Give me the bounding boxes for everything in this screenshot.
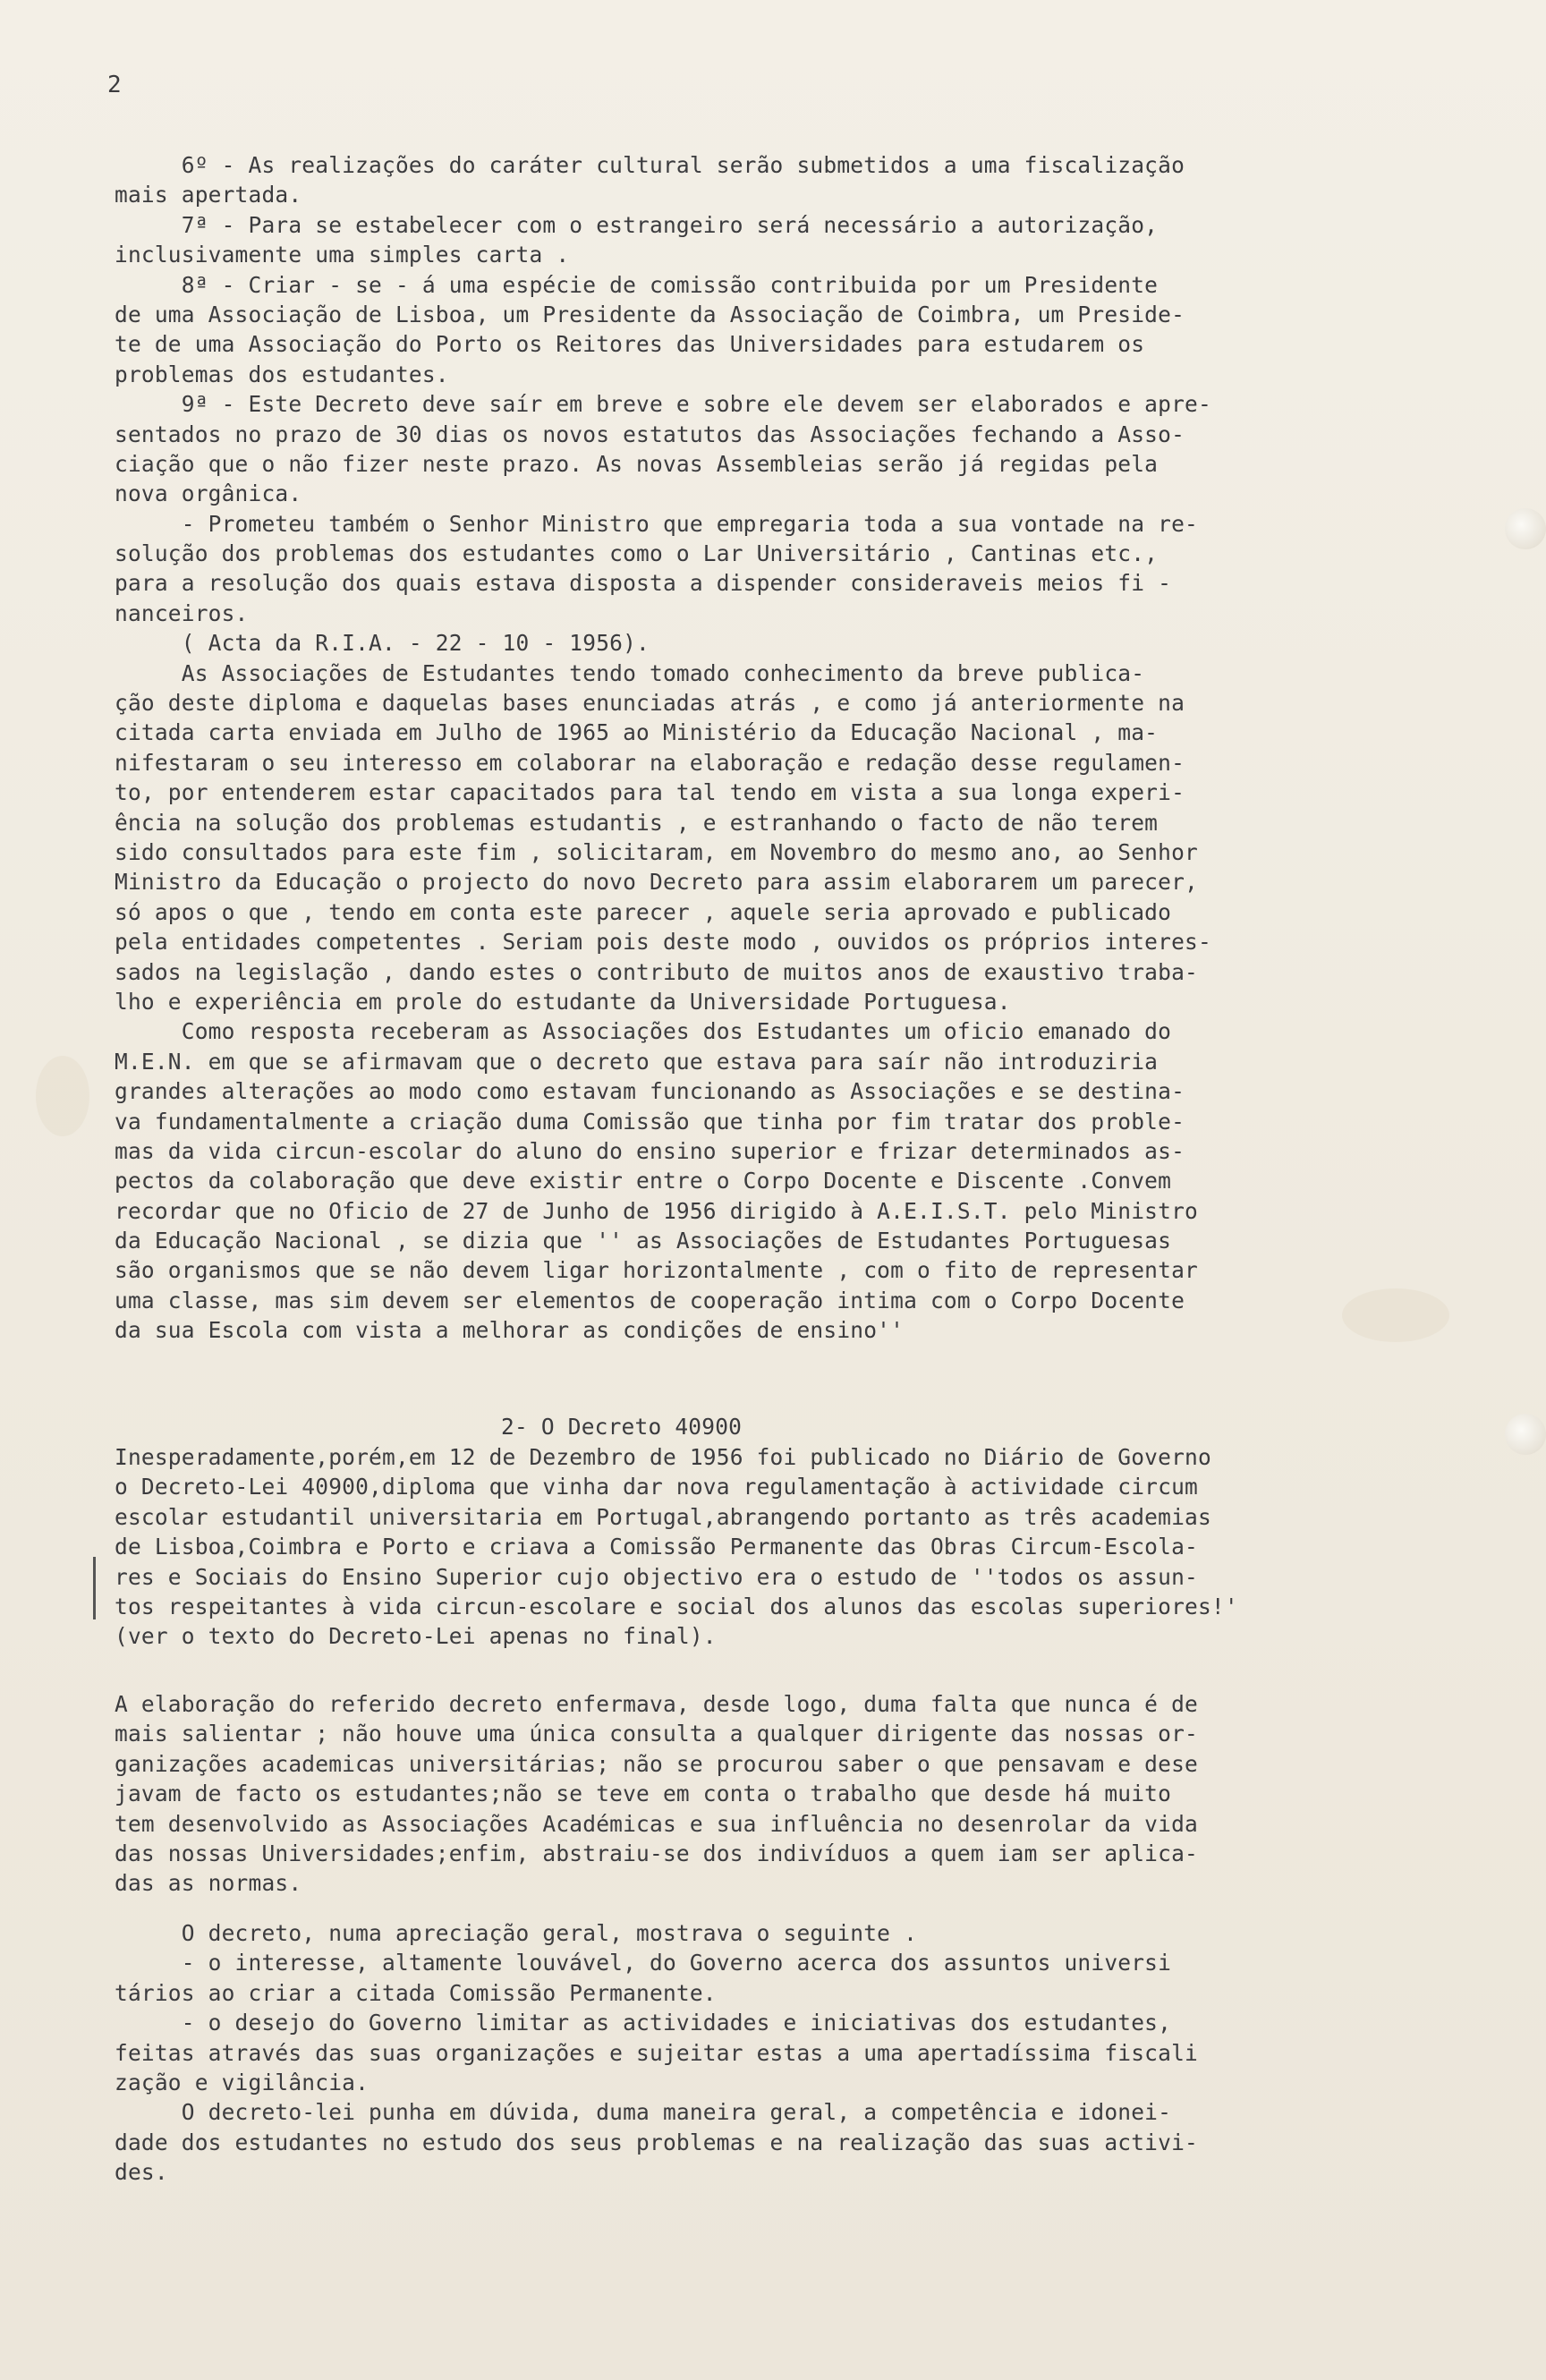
text-line: O decreto, numa apreciação geral, mostrava o seguinte . bbox=[115, 1920, 918, 1946]
text-line: to, por entenderem estar capacitados para tal tendo em vista a sua longa experi- bbox=[115, 779, 1185, 806]
text-line: nova orgânica. bbox=[115, 480, 302, 507]
text-line: ência na solução dos problemas estudantis , e estranhando o facto de não terem bbox=[115, 809, 1159, 836]
text-line: - o interesse, altamente louvável, do Governo acerca dos assuntos universi bbox=[115, 1950, 1172, 1976]
section-1-text bbox=[115, 150, 1331, 1346]
text-line: das nossas Universidades;enfim, abstraiu-se dos indivíduos a quem iam ser aplica- bbox=[115, 1840, 1198, 1866]
text-line: ganizações academicas universitárias; não se procurou saber o que pensavam e dese bbox=[115, 1750, 1198, 1777]
text-line: recordar que no Oficio de 27 de Junho de 1956 dirigido à A.E.I.S.T. pelo Ministro bbox=[115, 1197, 1198, 1224]
text-line: As Associações de Estudantes tendo tomado conhecimento da breve publica- bbox=[115, 659, 1145, 686]
text-line: grandes alterações ao modo como estavam funcionando as Associações e se destina- bbox=[115, 1078, 1185, 1105]
text-line: - o desejo do Governo limitar as actividades e iniciativas dos estudantes, bbox=[115, 2010, 1172, 2036]
text-line: zação e vigilância. bbox=[115, 2069, 370, 2095]
text-line: solução dos problemas dos estudantes como o Lar Universitário , Cantinas etc., bbox=[115, 540, 1159, 567]
text-line: da Educação Nacional , se dizia que '' as Associações de Estudantes Portuguesas bbox=[115, 1228, 1172, 1254]
text-line: ciação que o não fizer neste prazo. As novas Assembleias serão já regidas pela bbox=[115, 450, 1159, 477]
text-line: O decreto-lei punha em dúvida, duma maneira geral, a competência e idonei- bbox=[115, 2099, 1172, 2126]
text-line: tem desenvolvido as Associações Académicas e sua influência no desenrolar da vida bbox=[115, 1810, 1198, 1837]
text-line: Inesperadamente,porém,em 12 de Dezembro de 1956 foi publicado no Diário de Governo bbox=[115, 1444, 1211, 1470]
text-line: sados na legislação , dando estes o contributo de muitos anos de exaustivo traba- bbox=[115, 958, 1198, 985]
text-line: inclusivamente uma simples carta . bbox=[115, 242, 570, 268]
margin-mark bbox=[93, 1557, 96, 1619]
text-line: tos respeitantes à vida circun-escolare e social dos alunos das escolas superiores!' bbox=[115, 1593, 1238, 1619]
page-number: 2 bbox=[107, 72, 122, 98]
text-line: Ministro da Educação o projecto do novo Decreto para assim elaborarem um parecer, bbox=[115, 869, 1198, 896]
text-line: res e Sociais do Ensino Superior cujo objectivo era o estudo de ''todos os assun- bbox=[115, 1563, 1198, 1590]
text-line: 8ª - Criar - se - á uma espécie de comissão contribuida por um Presidente bbox=[115, 271, 1159, 298]
text-line: o Decreto-Lei 40900,diploma que vinha dar nova regulamentação à actividade circum bbox=[115, 1474, 1198, 1500]
text-line: problemas dos estudantes. bbox=[115, 361, 449, 387]
section-2-paragraph-1 bbox=[115, 1442, 1331, 1652]
text-line: escolar estudantil universitaria em Portugal,abrangendo portanto as três academias bbox=[115, 1503, 1211, 1530]
text-line: ção deste diploma e daquelas bases enunciadas atrás , e como já anteriormente na bbox=[115, 690, 1185, 717]
text-line: só apos o que , tendo em conta este parecer , aquele seria aprovado e publicado bbox=[115, 898, 1172, 925]
text-line: da sua Escola com vista a melhorar as condições de ensino'' bbox=[115, 1317, 905, 1344]
text-line: mais apertada. bbox=[115, 182, 302, 208]
text-line: 7ª - Para se estabelecer com o estrangeiro será necessário a autorização, bbox=[115, 211, 1159, 238]
text-line: mas da vida circun-escolar do aluno do ensino superior e frizar determinados as- bbox=[115, 1137, 1185, 1164]
text-line: des. bbox=[115, 2159, 168, 2186]
section-2-heading: 2- O Decreto 40900 bbox=[501, 1414, 743, 1440]
text-line: 9ª - Este Decreto deve saír em breve e sobre ele devem ser elaborados e apre- bbox=[115, 391, 1211, 418]
paper-stain bbox=[1342, 1288, 1449, 1342]
text-line: tários ao criar a citada Comissão Permanente. bbox=[115, 1979, 717, 2006]
text-line: feitas através das suas organizações e sujeitar estas a uma apertadíssima fiscali bbox=[115, 2039, 1198, 2066]
section-2-paragraph-3 bbox=[115, 1918, 1331, 2188]
text-line: sido consultados para este fim , solicitaram, em Novembro do mesmo ano, ao Senhor bbox=[115, 838, 1198, 865]
text-line: pela entidades competentes . Seriam pois deste modo , ouvidos os próprios interes- bbox=[115, 929, 1211, 956]
paper-stain bbox=[36, 1056, 89, 1136]
text-line: - Prometeu também o Senhor Ministro que empregaria toda a sua vontade na re- bbox=[115, 510, 1198, 537]
punch-hole bbox=[1505, 1414, 1546, 1455]
text-line: são organismos que se não devem ligar horizontalmente , com o fito de representar bbox=[115, 1257, 1198, 1284]
text-line: sentados no prazo de 30 dias os novos estatutos das Associações fechando a Asso- bbox=[115, 421, 1185, 447]
text-line: de Lisboa,Coimbra e Porto e criava a Comissão Permanente das Obras Circum-Escola- bbox=[115, 1534, 1198, 1560]
text-line: M.E.N. em que se afirmavam que o decreto que estava para saír não introduziria bbox=[115, 1048, 1159, 1075]
text-line: ( Acta da R.I.A. - 22 - 10 - 1956). bbox=[115, 630, 650, 657]
section-2-paragraph-2 bbox=[115, 1689, 1331, 1899]
text-line: Como resposta receberam as Associações dos Estudantes um oficio emanado do bbox=[115, 1018, 1172, 1045]
text-line: (ver o texto do Decreto-Lei apenas no final). bbox=[115, 1623, 717, 1650]
text-line: lho e experiência em prole do estudante da Universidade Portuguesa. bbox=[115, 988, 1011, 1015]
text-line: de uma Associação de Lisboa, um Presidente da Associação de Coimbra, um Preside- bbox=[115, 301, 1185, 327]
text-line: dade dos estudantes no estudo dos seus problemas e na realização das suas activi- bbox=[115, 2129, 1198, 2155]
text-line: javam de facto os estudantes;não se teve em conta o trabalho que desde há muito bbox=[115, 1781, 1172, 1807]
text-line: te de uma Associação do Porto os Reitores das Universidades para estudarem os bbox=[115, 331, 1145, 358]
punch-hole bbox=[1505, 508, 1546, 549]
text-line: A elaboração do referido decreto enfermava, desde logo, duma falta que nunca é de bbox=[115, 1691, 1198, 1717]
text-line: uma classe, mas sim devem ser elementos de cooperação intima com o Corpo Docente bbox=[115, 1287, 1185, 1313]
text-line: das as normas. bbox=[115, 1870, 302, 1897]
text-line: nanceiros. bbox=[115, 599, 249, 626]
text-line: nifestaram o seu interesso em colaborar na elaboração e redação desse regulamen- bbox=[115, 749, 1185, 776]
text-line: va fundamentalmente a criação duma Comissão que tinha por fim tratar dos proble- bbox=[115, 1108, 1185, 1135]
text-line: 6º - As realizações do caráter cultural serão submetidos a uma fiscalização bbox=[115, 152, 1185, 178]
text-line: pectos da colaboração que deve existir entre o Corpo Docente e Discente .Convem bbox=[115, 1168, 1172, 1194]
text-line: citada carta enviada em Julho de 1965 ao Ministério da Educação Nacional , ma- bbox=[115, 719, 1159, 746]
text-line: para a resolução dos quais estava disposta a dispender consideraveis meios fi - bbox=[115, 570, 1172, 597]
text-line: mais salientar ; não houve uma única consulta a qualquer dirigente das nossas or- bbox=[115, 1721, 1198, 1747]
